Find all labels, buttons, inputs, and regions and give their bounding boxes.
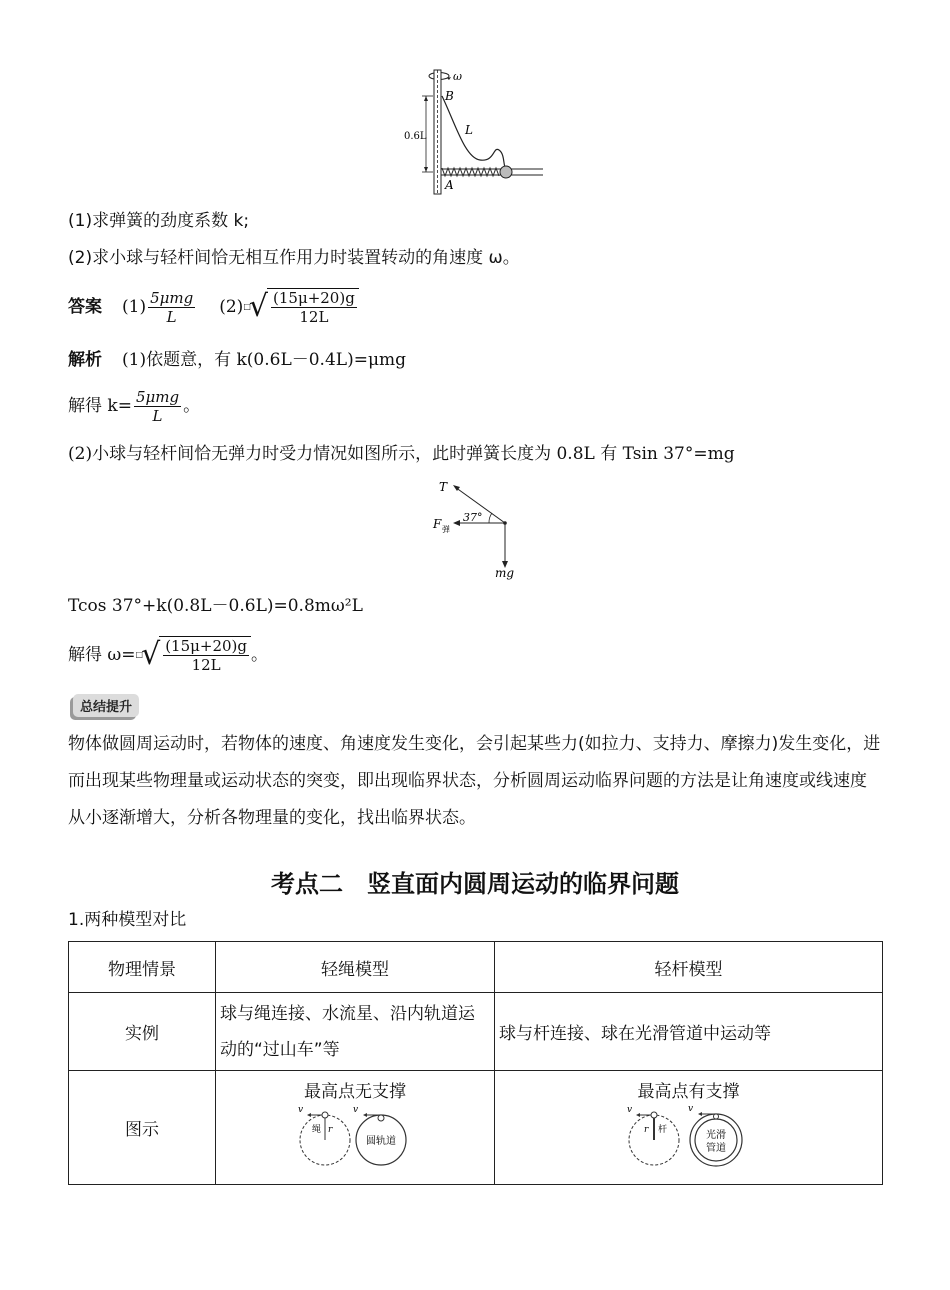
row-diagrams-label: 图示: [69, 1071, 216, 1185]
header-rod-model: 轻杆模型: [495, 942, 883, 993]
analysis-line2-numerator: 5μmg: [135, 387, 180, 406]
summary-paragraph: 物体做圆周运动时，若物体的速度、角速度发生变化，会引起某些力(如拉力、支持力、摩擦力)发生变化，进而出现某些物理量或运动状态的突变，即出现临界状态，分析圆周运动临界问题的方法是让角速度或线速度从小逐渐增大，分析各物理量的变化，找出临界状态。: [68, 734, 881, 828]
rope-r-label: r: [328, 1125, 333, 1135]
rod-caption: 最高点有支撑: [637, 1082, 740, 1102]
force-diagram: [425, 476, 535, 582]
dim-label: 0.6L: [404, 131, 427, 142]
track-v-label: v: [353, 1105, 359, 1115]
omega-label: ω: [453, 70, 462, 83]
analysis-line2-fraction: [134, 388, 181, 425]
analysis-line2-denominator: L: [152, 406, 163, 425]
analysis-line-4: Tcos 37°+k(0.8L－0.6L)=0.8mω²L: [68, 596, 363, 616]
summary-badge: 总结提升: [73, 694, 139, 717]
section-subtitle: 1.两种模型对比: [68, 910, 187, 930]
analysis-line-3: (2)小球与轻杆间恰无弹力时受力情况如图所示，此时弹簧长度为 0.8L 有 Tsin 37°=mg: [68, 444, 735, 464]
row-examples-label: 实例: [69, 993, 216, 1071]
tube-label-2: 管道: [705, 1143, 726, 1154]
rod-v-label: v: [626, 1105, 632, 1115]
rotating-device-figure: [395, 68, 555, 198]
rope-caption: 最高点无支撑: [304, 1082, 406, 1102]
answer-part2-denominator: 12L: [299, 308, 329, 326]
tube-v-label: v: [687, 1104, 693, 1114]
analysis-line2-prefix: 解得 k=: [68, 396, 132, 416]
analysis-line5-numerator: (15μ+20)g: [165, 637, 247, 655]
l-label: L: [465, 123, 473, 137]
header-scenario: 物理情景: [69, 942, 216, 993]
rope-model-figure: [295, 1102, 415, 1174]
rod-label: 杆: [657, 1125, 667, 1135]
analysis-line2-suffix: 。: [183, 396, 201, 416]
angle-label: 37°: [463, 511, 483, 524]
tension-label: T: [439, 480, 448, 494]
rope-examples: 球与绳连接、水流星、沿内轨道运动的“过山车”等: [216, 993, 495, 1071]
answer-part1-fraction: [148, 289, 195, 326]
section-title: 考点二 竖直面内圆周运动的临界问题: [271, 870, 679, 898]
b-label: B: [445, 89, 454, 103]
analysis-line5-prefix: 解得 ω=: [68, 645, 136, 665]
table-header-row: [69, 942, 883, 993]
question-2: (2)求小球与轻杆间恰无相互作用力时装置转动的角速度 ω。: [68, 248, 520, 268]
rope-label: 绳: [312, 1125, 322, 1135]
spring-force-label: F: [433, 517, 442, 531]
analysis-label: 解析: [68, 350, 102, 370]
table-row-examples: [69, 993, 883, 1071]
analysis-line-1: [68, 348, 406, 372]
answer-part1-denominator: L: [166, 307, 177, 326]
answer-part1-numerator: 5μmg: [150, 288, 194, 307]
question-1: (1)求弹簧的劲度系数 k;: [68, 211, 250, 231]
header-rope-model: 轻绳模型: [216, 942, 495, 993]
rod-model-figure: [624, 1102, 754, 1174]
gravity-label: mg: [495, 566, 515, 580]
rope-diagram-cell: [216, 1071, 495, 1185]
rod-r-label: r: [643, 1125, 648, 1135]
answer-part1-prefix: (1): [122, 297, 147, 317]
answer-part2-prefix: (2): [219, 297, 244, 317]
analysis-line-2: [68, 383, 200, 429]
tube-label-1: 光滑: [705, 1130, 726, 1141]
rope-v-label: v: [298, 1105, 304, 1115]
answer-line: [68, 285, 359, 329]
rod-examples: 球与杆连接、球在光滑管道中运动等: [495, 993, 883, 1071]
answer-part2-fraction: [271, 289, 357, 326]
analysis-line5-fraction: [163, 637, 249, 674]
spring-force-subscript: 弹: [442, 525, 450, 534]
model-comparison-table: [68, 941, 883, 1185]
a-label: A: [445, 178, 454, 192]
analysis-line5-sqrt: □ √ $\frac{(15\mu+20)g}{12L}$: [136, 636, 251, 674]
analysis-line5-denominator: 12L: [191, 656, 221, 674]
answer-part2-numerator: (15μ+20)g: [273, 289, 355, 307]
track-label: 圆轨道: [366, 1136, 396, 1147]
table-row-diagrams: [69, 1071, 883, 1185]
answer-label: 答案: [68, 297, 102, 317]
analysis-line5-suffix: 。: [251, 645, 268, 665]
analysis-line-5: [68, 630, 268, 680]
rod-diagram-cell: [495, 1071, 883, 1185]
analysis-text-1: (1)依题意，有 k(0.6L－0.4L)=μmg: [122, 350, 406, 370]
answer-part2-sqrt: □ √ $\frac{(15\mu+20)g}{12L}$: [243, 288, 358, 326]
